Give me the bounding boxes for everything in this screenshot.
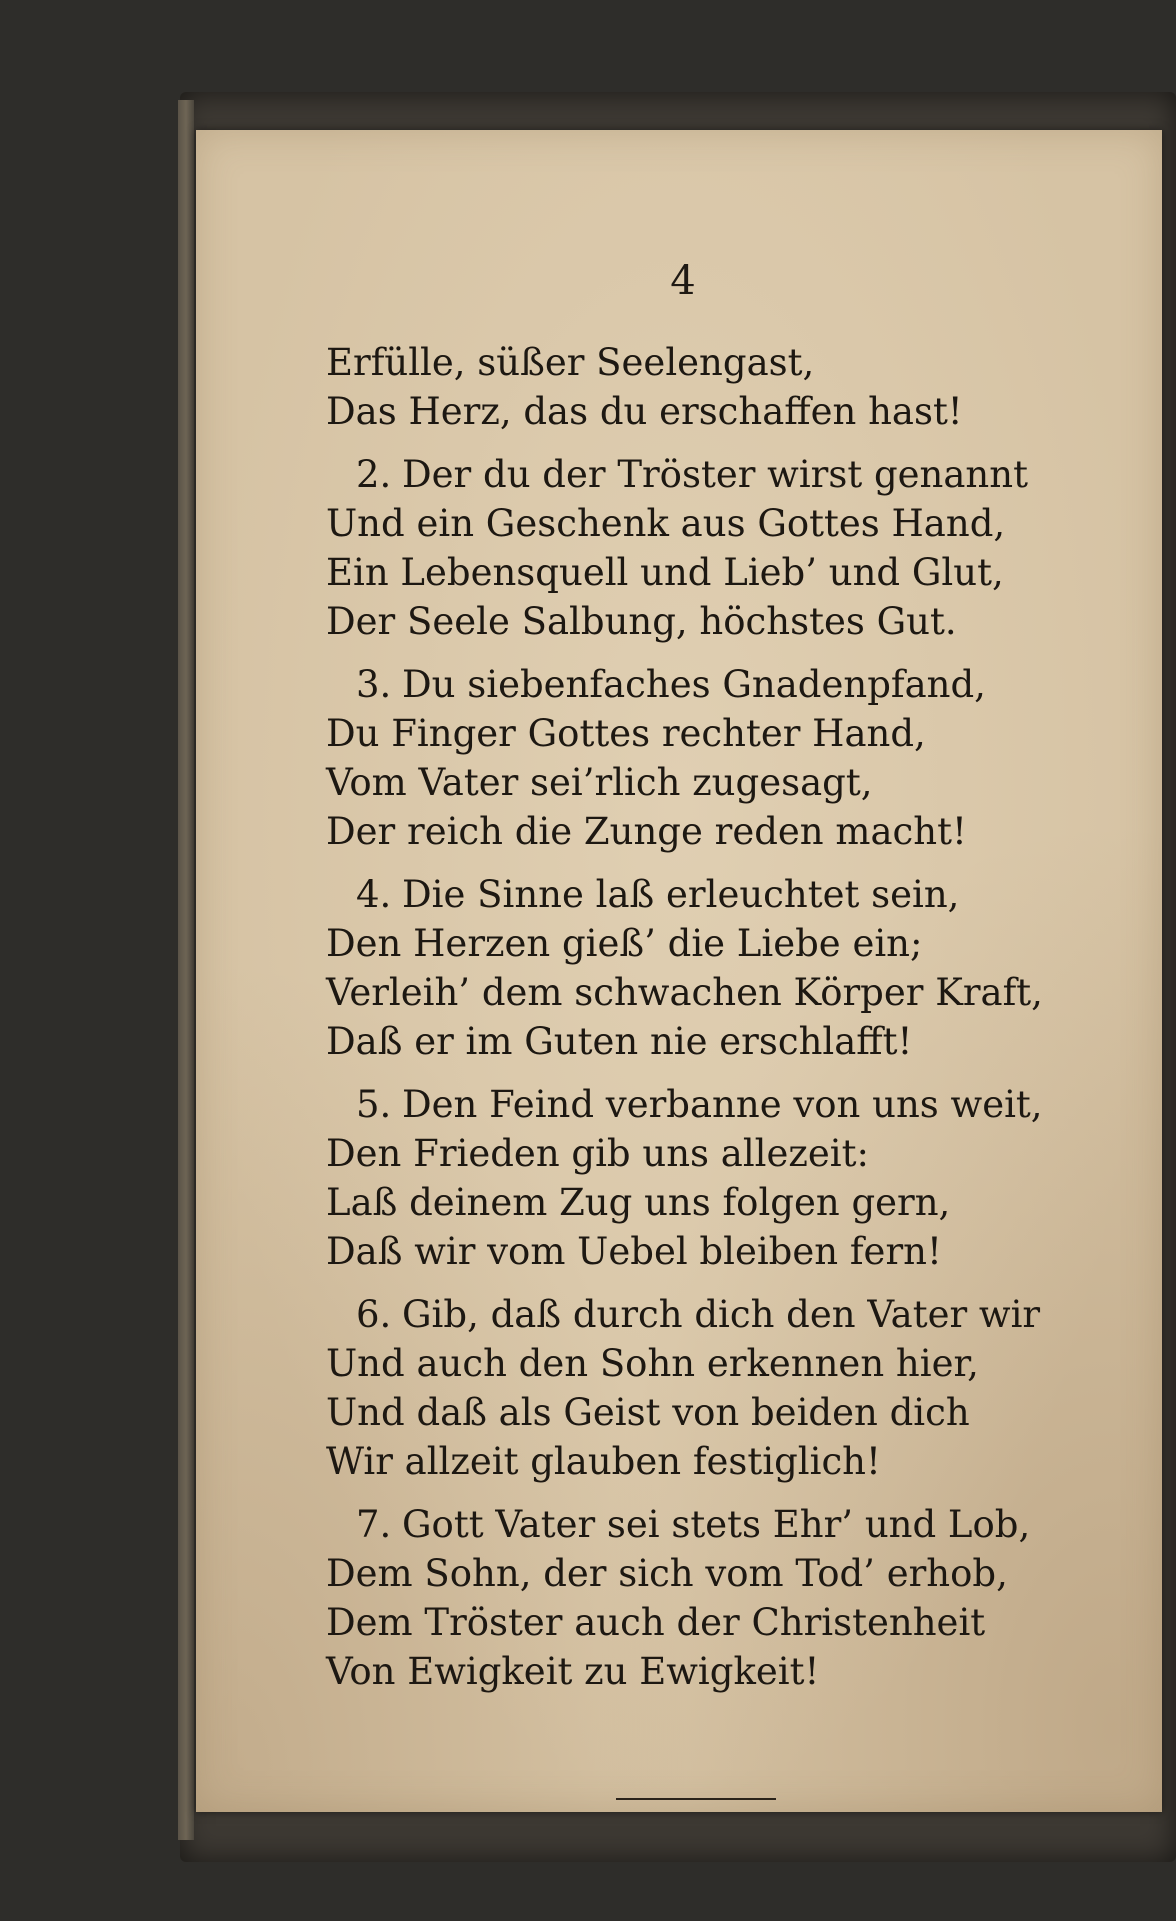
- hymn-line: [326, 1647, 1106, 1696]
- hymn-line: [326, 499, 1106, 548]
- verse-number: 4.: [356, 873, 392, 916]
- page-number: 4: [670, 258, 696, 304]
- book-page: [196, 130, 1162, 1812]
- hymn-line-text: Verleih’ dem schwachen Körper Kraft,: [326, 971, 1043, 1014]
- hymn-line: [326, 1227, 1106, 1276]
- hymn-line-text: Der reich die Zunge reden macht!: [326, 810, 967, 853]
- hymn-line-text: Von Ewigkeit zu Ewigkeit!: [326, 1650, 820, 1693]
- hymn-line: [326, 548, 1106, 597]
- hymn-line: [326, 387, 1106, 436]
- hymn-line: [326, 1598, 1106, 1647]
- hymn-line-text: Den Feind verbanne von uns weit,: [402, 1083, 1043, 1126]
- hymn-line: [326, 338, 1106, 387]
- verse-number: 7.: [356, 1503, 392, 1546]
- book-spine-edge: [178, 100, 194, 1840]
- hymn-line-text: Der Seele Salbung, höchstes Gut.: [326, 600, 957, 643]
- hymn-line-text: Gott Vater sei stets Ehr’ und Lob,: [402, 1503, 1031, 1546]
- hymn-line-text: Dem Tröster auch der Christenheit: [326, 1601, 986, 1644]
- hymn-line-text: Daß er im Guten nie erschlafft!: [326, 1020, 913, 1063]
- verse-number: 5.: [356, 1083, 392, 1126]
- hymn-line-text: Du siebenfaches Gnadenpfand,: [402, 663, 986, 706]
- hymn-line-text: Das Herz, das du erschaffen hast!: [326, 390, 963, 433]
- hymn-line-text: Du Finger Gottes rechter Hand,: [326, 712, 926, 755]
- hymn-line-text: Dem Sohn, der sich vom Tod’ erhob,: [326, 1552, 1008, 1595]
- hymn-line: [326, 450, 1106, 499]
- verse-number: 6.: [356, 1293, 392, 1336]
- hymn-line-text: Die Sinne laß erleuchtet sein,: [402, 873, 960, 916]
- hymn-line: [326, 1178, 1106, 1227]
- hymn-line: [326, 1080, 1106, 1129]
- hymn-line: [326, 758, 1106, 807]
- hymn-line: [326, 1500, 1106, 1549]
- hymn-line: [326, 1388, 1106, 1437]
- hymn-line-text: Den Herzen gieß’ die Liebe ein;: [326, 922, 923, 965]
- hymn-line-text: Wir allzeit glauben festiglich!: [326, 1440, 881, 1483]
- hymn-line: [326, 1437, 1106, 1486]
- hymn-line: [326, 807, 1106, 856]
- verse-number: 3.: [356, 663, 392, 706]
- hymn-line: [326, 870, 1106, 919]
- hymn-line-text: Und auch den Sohn erkennen hier,: [326, 1342, 979, 1385]
- hymn-line-text: Der du der Tröster wirst genannt: [402, 453, 1028, 496]
- hymn-line: [326, 1017, 1106, 1066]
- hymn-line: [326, 919, 1106, 968]
- end-rule: [616, 1798, 776, 1800]
- hymn-text: [326, 338, 1106, 1696]
- hymn-line-text: Daß wir vom Uebel bleiben fern!: [326, 1230, 942, 1273]
- hymn-line-text: Erfülle, süßer Seelengast,: [326, 341, 815, 384]
- hymn-line: [326, 1129, 1106, 1178]
- hymn-line: [326, 1339, 1106, 1388]
- hymn-line-text: Den Frieden gib uns allezeit:: [326, 1132, 869, 1175]
- hymn-line: [326, 1290, 1106, 1339]
- hymn-line-text: Und ein Geschenk aus Gottes Hand,: [326, 502, 1006, 545]
- hymn-line-text: Laß deinem Zug uns folgen gern,: [326, 1181, 951, 1224]
- hymn-line-text: Und daß als Geist von beiden dich: [326, 1391, 970, 1434]
- hymn-line-text: Ein Lebensquell und Lieb’ und Glut,: [326, 551, 1004, 594]
- hymn-line: [326, 597, 1106, 646]
- hymn-line: [326, 968, 1106, 1017]
- hymn-line-text: Gib, daß durch dich den Vater wir: [402, 1293, 1041, 1336]
- hymn-line: [326, 1549, 1106, 1598]
- verse-number: 2.: [356, 453, 392, 496]
- hymn-line: [326, 660, 1106, 709]
- hymn-line-text: Vom Vater sei’rlich zugesagt,: [326, 761, 873, 804]
- hymn-line: [326, 709, 1106, 758]
